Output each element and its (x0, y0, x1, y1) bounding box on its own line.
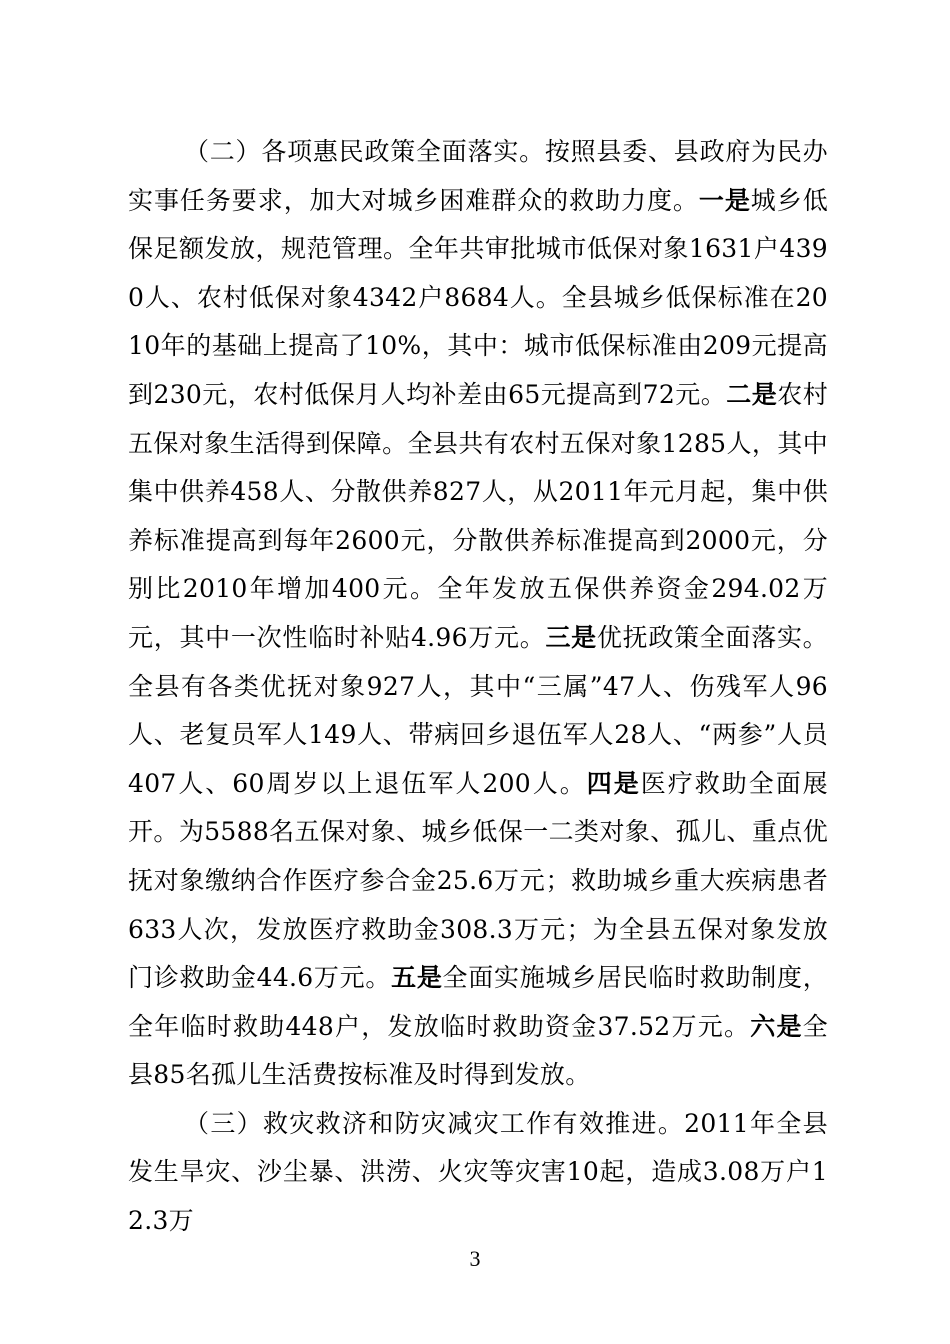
segment: 全面实施城乡居民临时救助制度，全年临时救助448户，发放临时救助资金37.52万元。 (128, 963, 828, 1041)
segment: 农村五保对象生活得到保障。全县共有农村五保对象1285人，其中集中供养458人、分散供养827人，从2011年元月起，集中供养标准提高到每年2600元，分散供养标准提高到2000元，分别比2010年增加400元。全年发放五保供养资金294.02万元，其中一次性临时补贴4.96万元。 (128, 379, 828, 652)
segment-bold: 一是 (698, 185, 751, 215)
segment: 城乡低保足额发放，规范管理。全年共审批城市低保对象1631户4390人、农村低保对象4342户8684人。全县城乡低保标准在2010年的基础上提高了10%，其中：城市低保标准由209元提高到230元，农村低保月人均补差由65元提高到72元。 (128, 185, 828, 409)
segment-bold: 二是 (726, 379, 778, 409)
segment-bold: 五是 (391, 963, 443, 993)
segment-bold: 四是 (586, 768, 641, 798)
segment-bold: 六是 (750, 1011, 803, 1041)
body-text (128, 128, 828, 1246)
segment-bold: 三是 (545, 622, 597, 652)
page-number: 3 (469, 1246, 481, 1271)
segment: 优抚政策全面落实。全县有各类优抚对象927人，其中“三属”47人、伤残军人96人、老复员军人149人、带病回乡退伍军人28人、“两参”人员407人、60周岁以上退伍军人200人。 (128, 622, 828, 798)
segment: 医疗救助全面展开。为5588名五保对象、城乡低保一二类对象、孤儿、重点优抚对象缴纳合作医疗参合金25.6万元；救助城乡重大疾病患者633人次，发放医疗救助金308.3万元；为全县五保对象发放门诊救助金44.6万元。 (128, 768, 828, 993)
paragraph-disaster-relief (128, 1100, 828, 1246)
segment: （三）救灾救济和防灾减灾工作有效推进。2011年全县发生旱灾、沙尘暴、洪涝、火灾等灾害10起，造成3.08万户12.3万 (128, 1108, 828, 1236)
segment: 全县85名孤儿生活费按标准及时得到发放。 (128, 1011, 829, 1090)
paragraph-policy-implementation (128, 128, 828, 1100)
segment: （二）各项惠民政策全面落实。按照县委、县政府为民办实事任务要求，加大对城乡困难群众的救助力度。 (128, 137, 828, 215)
